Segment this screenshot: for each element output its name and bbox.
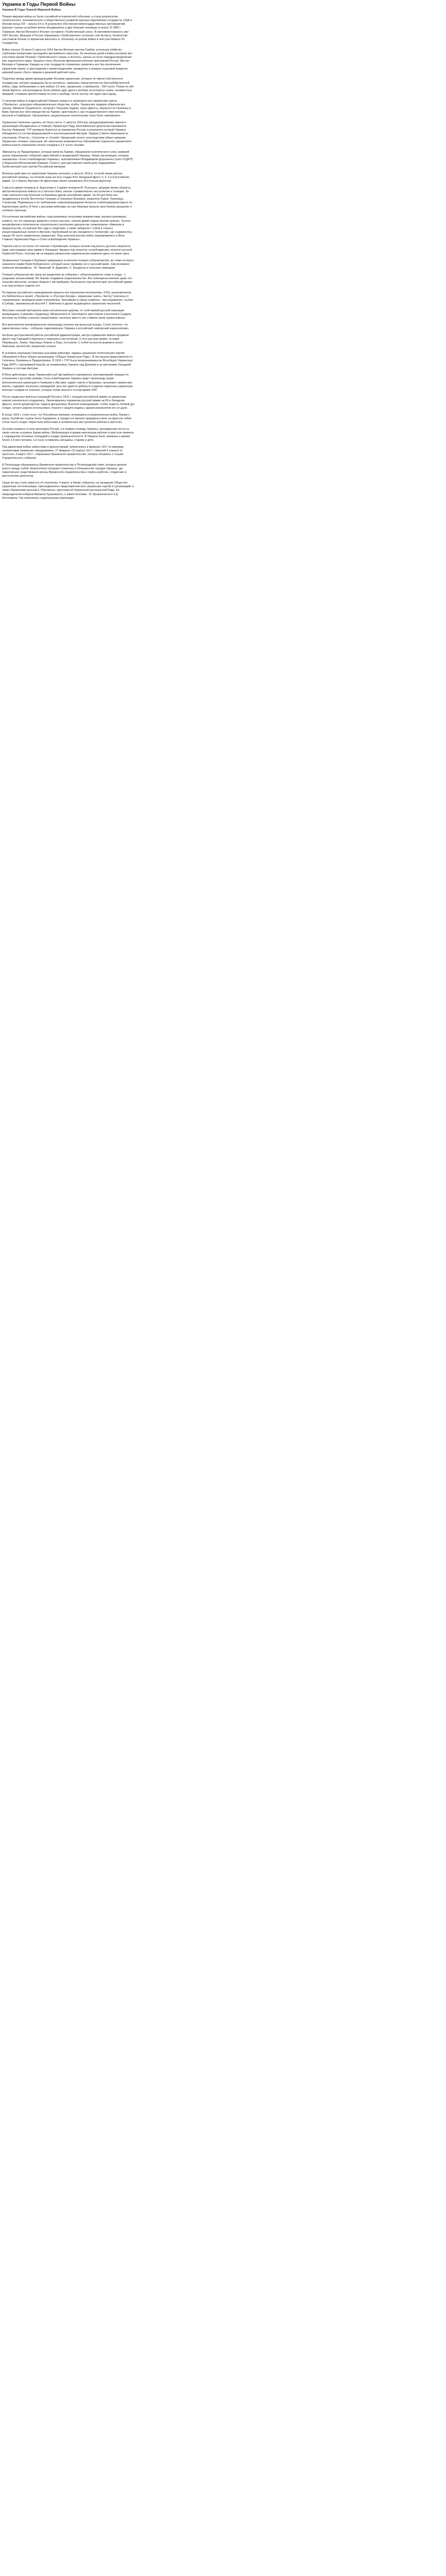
paragraph: Украинская Галичины сделать это было легче. С августа 1914 все западноукраинские партии и организации объединились в Главную Украинскую Раду, возглавленную депутатом парламента Костем Левицким. ГУР призвала бороться за поражение России, в результате которой Украина объединится в состав федеративной и конституционной Австрии. Лидеры Совета образовали из участников «Пласта», «Соколов» и «Сечей» Украинский легион, впоследствии убрал названия Украинских сечевых стрельцов. Но напуганная возможностью образования отдельного украинского войска власти ограничили легион отрядом в 2,5 тысяч человек. xyxy=(2,121,132,147)
paragraph: Отступление австрийские войска, подстрекаемые польскими шовинистами, распространявших клевету, что это украинцы привели к успеху россиян, начали дикий террор против галичан. Тысячи москвофилов и политически сознательного населения сделали как «изменников» обвинили в предательстве, их казнили без суда и следствия, а также забирали с собой и гнали в концентрационные лагеря в Австрию. Крупнейший из них находился в Талергофе, где содержалось свыше 30 тысяч захваченных украинских. Под натиском русских войск эвакуировались в Вену Главная Украинская Рада и «Союз освобождения Украины». xyxy=(2,215,133,242)
paragraph: Захваченные Галицию и Буковину превращено в военное генерал-губернаторство, во главе которого назначено графа Юрия Бобринского, который начал проверку ее в «русский край». Ему всемерно помогали москвофилы - Ю. Яворский, В. Дудкевич, С. Бандасюк и польские помещики. xyxy=(2,259,134,270)
paragraph: Поделены между двумя враждующими блоками украинские, которые не имели собственного государства, которая защищала бы их интересы, оказались перед пропастью братоубийственной войны. Царь мобилизовал в свое войско 3,5 млн. украинских, а император - 250 тысяч. Попав по обе линии фронта, они вынуждены были убивать друг друга и вообще за интересы чужих, ненавистных империй, стоявших препятствием на пути к свободе, почти тысячу лет ждал наш народ. xyxy=(2,77,134,96)
paragraph: В конце 1916 г. стало ясно, что Российская империя, втянувшись в изнурительную войну, близка к краху. Хозяйство страны было подорвано, в городах не хватало продовольствия, на фронтах гибли сотни тысяч солдат. Нарастали забастовки и антивоенные выступления рабочих и крестьян. xyxy=(2,413,132,425)
paragraph: В Вене действовал также Украинский клуб австрийского парламента, возглавлявший позицию по отношению к русскому режиму. Союз освобождения Украины ведет пропаганду среди военнопленных украинцев в Германии и Австрии, издает газеты и брошюры, организует украинские школы, содержит несколько учреждений. Для них удается добиться создания отдельных украинских военных отрядов из пленных, которые позже вошли в состав армии УНР. xyxy=(2,373,133,392)
paragraph: Сразу же как стало известно об отречении, 4 марта, в Киеве собралось на заседание Общество украинских постепеновцев, присоединились представители всех украинских партий и организаций, а также Украинский научный и «Просвиты» пресловутой Украинской Центральной Рады. Ее председателем избрали Михаила Грушевского, а заместителями - Ф. Крыжановского и Д. Антоновича. Так начиналась национальная революция. xyxy=(2,481,134,500)
paragraph: Горькая участь постигла тех галичан и буковинцев, которые попали под власть русского оккупанта. Царь преследовал свои армии в Западную Украину под лозунгом «освобождения» исконно русской Червоной Руси», поэтому им на каждом украинском национальном развитии здесь не иначе идти. xyxy=(2,244,132,256)
paragraph: Войну начала 19 июля (1 августа) 1914 Австро-Венгрия против Сербии, используя убийство сербскими патриотами наследника австрийского престола. За несколько дней в войну вступили все участники (кроме Италии) «Тройственного союза» и Антанты. Целью ее было передраспределение уже поделенного мира. Украина стала объектом империалистических притязаний России, Австро-Венгрии и Германии. Каждая из этих государств стремилась захватить все без исключения украинские земли, и присоединив к своим владениям, превратить в аграрно-сырьевой придаток, широкий рынок сбыта товаров и дешевой рабочей силы. xyxy=(2,48,133,74)
paragraph: С началом войны в подроссийской Украине закрыто и запрещено все украинские газеты. «Просвиты», культурно-образовательные общества, клубы. Украинских лидеров обвиняли все законы. Михаила Грушевского, который с большим трудом, через фронты, вернулся из Галичины в Киев, бросив все свое имущество во Львове, арестовали и, как государственного преступника, выслали в Симбирске. Организовать национальные политические силы было невозможно. xyxy=(2,99,131,118)
paragraph: В условиях оккупации Галичины русскими войсками, лидеры украинских политических партий образовали в Вене общую организацию «Общую Украинскую Раду». В нее вошли представители от Галичины, Буковины и Приднепровья. В 1915 г. ГУР была реорганизована во Всеобщую Украинскую Раду (ВУР) с программой борьбы за независимую Украину над Днепром и за автономию Западной Украины в составе Австрии. xyxy=(2,352,133,370)
paragraph: Жестоких гонений претерпела греко-католическая церковь, от этой первой русской оккупации превращаясь в церковь-страдалицу. Митрополита А. Шептицкого арестовали и выслали в Суздаль, выслали за Сибирь и многих священников, насильно вместо них ставили своих православных. xyxy=(2,309,132,320)
paragraph: Генерал-губернаторство сразу же разделили на губернии с губернаторами во главе и уезды - с уездными начальниками. Во Львове создавали градоначальство. Все помещичьи имения, даже тех польских магнатов, которые бежали с австрийцами, были взяты под протекторат российской армии, а из-под которых наделы нет. xyxy=(2,273,133,288)
paragraph: Военные действия на территории Украины начались в августе 1914 р. по всей линии австро-российской границы, на которой сразу же был создан Юго-Западный фронт 3, 4, 5 и 8 российских армий. Со стороны Австрии эти фронтовая линия называлась Восточным фронтом. xyxy=(2,172,130,183)
paragraph: По приказу российского командования закрыты все украинские кооперативы, НТШ, разгромленная его библиотека и музей, «Просвита» и «Русская беседа», украинские газеты. Чистку Галичины от «мазепинцев» проводили даже полицейские, бросившие в народ «измены», преследования, ссылки в Сибирь, произвольный мыслей Т. Шевченко и других выдающихся украинских писателей. xyxy=(2,291,133,306)
paragraph: Вся многолетняя москвофильская пропаганда лопнула как мыльный пузырь. Стало понятно, что единственные силы - соборная «единоверная» Украина и российский «имперский национализм». xyxy=(2,323,130,331)
paragraph: В Петрограде образовалось Временное правительство и Петроградский совет, которые делили власть между собой. Аналогичная ситуация сложилась в большинстве городов Украины, где параллельно существовали органы Временного правительства и советы рабочих, солдатских и крестьянских депутатов. xyxy=(2,463,127,478)
article-title: Украина в Годы Первой Войны xyxy=(2,2,76,7)
paragraph: На гране развала стояла экономика России, а в первую очередь Украины, вынужденная нести на своих плечах основное бремя войны. Мобилизация в армию миллионов рабочих и крестьян привела к сокращению посевных площадей и упадку промышленности. В Украине было призвано в армию более 3,5 млн человек, а в тылу оставались женщины, старики и дети. xyxy=(2,427,134,442)
paragraph: 5 августа армия генерала А. Брусилова и 3 армия генерала М. Рузьского, прорвав линию обороны австро-венгерского войска на р Золотая Липа, начали стремительное наступление в Галиции. За семи перешли в наступление на Буковину другие российские армии. За 33 дня боев они продвинулись вглубь Восточную Галицию и Северную Буковину, захватили Львов, Черновцы, Станислав, Перемышль и по требованию главнокомандования Антанты стабилизировали фронт по Карпатскому хребту. В боях с русскими войсками на горе Маковка прошли свое боевое крещение и сечевые стрельцы. xyxy=(2,186,133,212)
paragraph: Эмигранты из Приднепровья, которые жили во Львове, образовали политического союз, взявшей целью образование соборной самостийной и независимой Украины. Новая организация, которая называлась «Союз освобождения Украины», возглавляемая Владимиром Дорошенко (член УСДРП) и Марьяном Меленевский (бывшая «Союз»), для достижения своей цели поддерживал Тройственный союз против Российской империи. xyxy=(2,150,133,169)
article-subtitle: Украина В Годы Первой Мировой Войны xyxy=(2,8,61,12)
paragraph: Под давлением войны забастовки и демонстраций, прокатились в феврале 1917 по империи, ознаменовав свержение самодержавия. 27 февраля (12 марта) 1917 г. Николай II отрекся от престола. 3 марта 1917 г. образовано Временное правительство, которое объявило о созыве Учредительного собрания. xyxy=(2,445,124,460)
paragraph: Первая мировая война не была случайной исторической событием, а стала результатом политического, экономического и общественного развития крупных европейских государств, США и Японии конца XIX - начала XX в. В результате обострения межгосударственных противоречий, крупные страны на рубеже веков объединились в две большие коалиции (союзы). В 1882 г. Германия, Австро-Венгрия и Италия составили «Тройственный союз». В противоположность ему 1907 Англия, Франция и Россия образовали «Тройственного согласия» или Антанту. Количество участников блоков со временем менялась и, поскольку на разгар войны в ней участвовало 33 государства. xyxy=(2,15,132,45)
document-page xyxy=(0,0,137,500)
paragraph: После неудачных военных операций России в 1915 г. позиции российской армии на украинских землях значительно ухудшились. Увеличивались поражения русской армии на Юго-Западном фронте, росла дезертирство, падала дисциплина. Военное командование, чтобы поднять боевой дух солдат, начало широко использовать лозунги о защите родины, однако результатов это не дало. xyxy=(2,395,135,410)
article-body xyxy=(2,15,135,500)
paragraph: На фоне деструктивной работы российской администрации, австро-германские войска прорвали фронт под Горлицей в Карпатах и перешли в наступление. К лету русская армия, оставив Перемышль, Львов, Черновцы, Ковель и Луцк, отступила. С собой на восток вывезено много беженцев, ценностей, украинских ученых. xyxy=(2,333,129,349)
